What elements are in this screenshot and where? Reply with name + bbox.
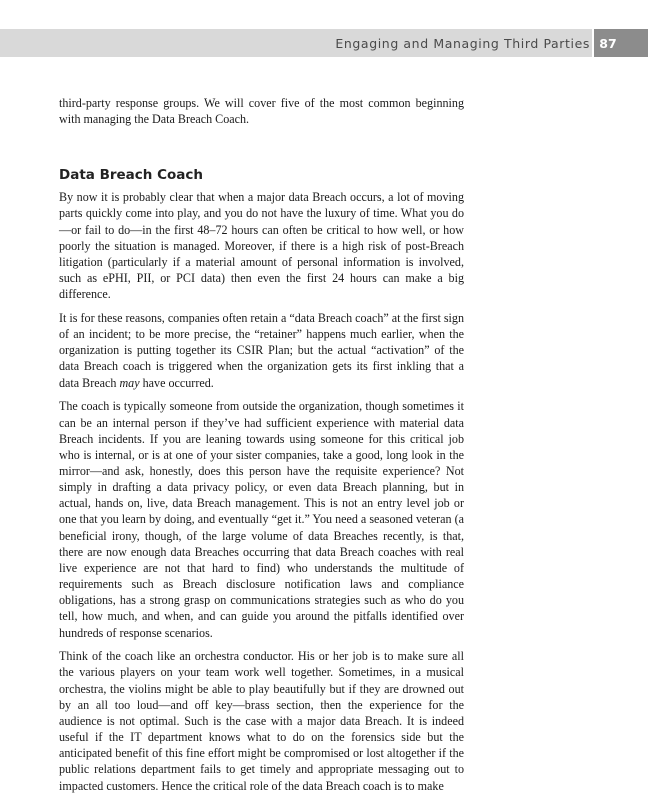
- page-body: [59, 95, 464, 801]
- paragraph-2: [59, 310, 464, 391]
- paragraph-2-text-b: have occurred.: [139, 375, 214, 390]
- paragraph-4: Think of the coach like an orchestra conductor. His or her job is to make sure all the various players on your team work well together. Sometimes, in a musical orchestra, the violins might be able to play beautifully but if they are drowned out by an all too loud—and off key—brass section, then the experience for the audience is not optimal. Such is the case with a major data Breach. It is indeed useful if the IT department knows what to do on the forensics side but the anticipated benefit of this fine effort might be compromised or lost altogether if the public relations department fails to get timely and appropriate messaging out to impacted customers. Hence the critical role of the data Breach coach is to make: [59, 649, 464, 793]
- page-number-box: [592, 29, 648, 57]
- paragraph-3: The coach is typically someone from outside the organization, though sometimes it can be an internal person if they’ve had sufficient experience with material data Breach incidents. If you are leaning towards using someone for this critical job who is internal, or is at one of your sister companies, take a good, long look in the mirror—and ask, honestly, does this person have the requisite experience? Not simply in drafting a data privacy policy, or even data Breach planning, but in actual, hands on, live, data Breach management. This is not an entry level job or one that you learn by doing, and eventually “get it.” You need a seasoned veteran (a beneficial irony, though, of the large volume of data Breaches recently, is that, there are now enough data Breaches occurring that data Breach coaches with real live experience are not that hard to find) who understands the multitude of requirements such as Breach disclosure notification laws and compliance obligations, has a strong grasp on communications strategies such as who do you tell, how much, and when, and can guide you around the pitfalls identified over hundreds of response scenarios.: [59, 399, 465, 640]
- paragraph-2-emphasis: may: [119, 375, 140, 390]
- section-heading: Data Breach Coach: [59, 167, 204, 184]
- running-header-title: Engaging and Managing Third Parties: [335, 36, 590, 51]
- intro-paragraph: third-party response groups. We will cover five of the most common beginning with managing the Data Breach Coach.: [59, 96, 464, 127]
- page-number: 87: [599, 36, 617, 51]
- paragraph-2-text-a: It is for these reasons, companies often retain a “data Breach coach” at the first sign of an incident; to be more precise, the “retainer” happens much earlier, when the organization is putting together its CSIR Plan; but the actual “activation” of the data Breach coach is triggered when the organization gets its first inkling that a data Breach: [59, 311, 464, 390]
- paragraph-1: By now it is probably clear that when a major data Breach occurs, a lot of moving parts quickly come into play, and you do not have the luxury of time. What you do—or fail to do—in the first 48–72 hours can often be critical to how well, or how poorly the situation is managed. Moreover, if there is a high risk of post-Breach litigation (particularly if a material amount of personal information is involved, such as ePHI, PII, or PCI data) then even the first 24 hours can make a big difference.: [59, 190, 464, 302]
